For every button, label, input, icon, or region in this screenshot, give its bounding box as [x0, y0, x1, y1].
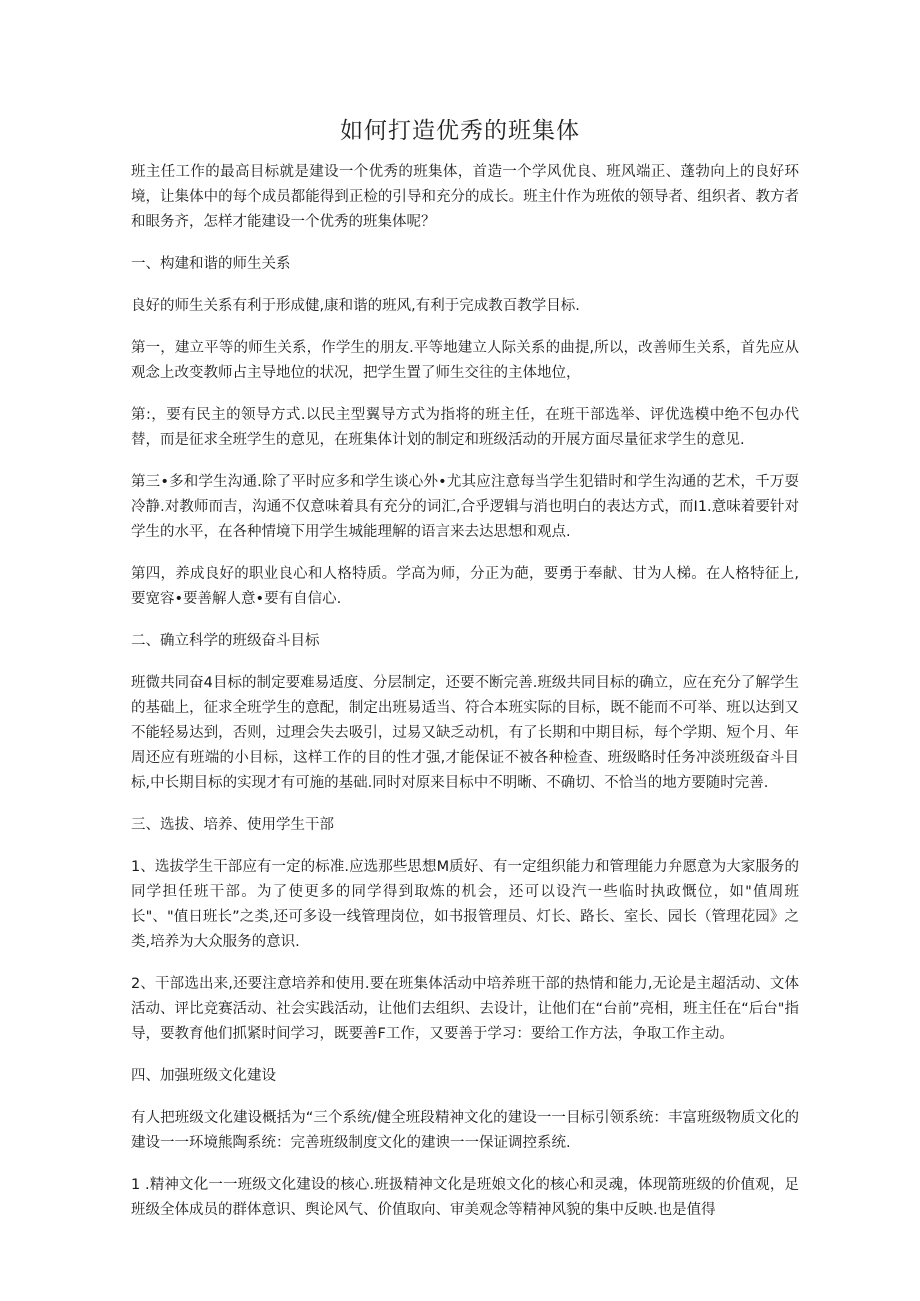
paragraph: 第三•多和学生沟通.除了平时应多和学生谈心外•尤其应注意每当学生犯错时和学生沟通的艺术，千万耍冷静.对教师而吉，沟通不仅意味着具有充分的词汇,合乎逻辑与消也明白的表达方式，而I1.意味着要针对学生的水平，在各种情境下用学生城能理解的语言来去达思想和观点.: [131, 474, 799, 540]
paragraph: 1 .精神文化一一班级文化建设的核心.班扱精神文化是班娘文化的核心和灵魂，体现箭班级的价值观，足班级全体成员的群体意识、舆论风气、价值取向、审美观念等精神风貌的集中反映.也是值得: [131, 1177, 799, 1218]
paragraph: 有人把班级文化建设概括为“三个系统/健全班段精神文化的建设一一目标引领系统：丰富班级物质文化的建设一一环境熊陶系统：完善班级制度文化的建谀一一保证调控系统.: [131, 1110, 799, 1151]
section-heading: 一、构建和谐的师生关系: [131, 256, 291, 272]
document-body: [131, 160, 799, 1240]
section-heading: 四、加强班级文化建设: [131, 1068, 276, 1084]
paragraph: 第四，养成良好的职业良心和人格特质。学高为师，分正为葩，要勇于奉献、甘为人梯。在人格特征上,要宽容•要善解人意•要有自信心.: [131, 566, 799, 607]
paragraph: 1、选拔学生干部应有一定的标准.应选那些思想M质好、有一定组织能力和管理能力弁愿意为大家服务的同学担任班干部。为了使更多的同学得到取炼的机会，还可以设汽一些临时执政慨位，如"值周班长"、"值日班长”之类,还可多设一线管理岗位，如书报管理员、灯长、路长、室长、园长（管理花园》之类,培养为大众服务的意识.: [131, 859, 799, 950]
paragraph: 班主任工作的最高目标就是建设一个优秀的班集体，首造一个学风优良、班风端正、蓬勃向上的良好环境，让集体中的每个成员都能得到正检的引导和充分的成长。班主什作为班侬的领导者、组织者、教方者和眼务齐，怎样才能建设一个优秀的班集体呢？: [131, 164, 799, 230]
paragraph: 第:，要有民主的领导方式.以民主型翼导方式为指将的班主任，在班干部选举、评优选模中绝不包办代替，而是征求全班学生的意见，在班集体计划的制定和班级活动的开展方面尽量征求学生的意见.: [131, 407, 799, 448]
paragraph: 2、干部选出来,还要注意培养和使用.要在班集体活动中培养班干部的热情和能力,无论是主超活动、文体活动、评比竞赛活动、社会实践活动，让他们去组织、去设计，让他们在“台前”亮相，班主任在“后台"指导，要教育他们抓紧时间学习，既要善F工作，又要善于学习：要给工作方法，争取工作主动。: [131, 976, 799, 1042]
document-title: 如何打造优秀的班集体: [340, 118, 580, 144]
section-heading: 三、选拔、培养、使用学生干部: [131, 817, 334, 833]
paragraph: 第一，建立平等的师生关系，作学生的朋友.平等地建立人际关系的曲提,所以，改善师生关系，首先应从观念上改变教师占主导地位的状况，把学生置了师生交往的主体地位，: [131, 340, 799, 381]
paragraph: 良好的师生关系有利于形成健,康和谐的班风,有利于完成教百教学目标.: [131, 298, 580, 314]
section-heading: 二、确立科学的班级奋斗目标: [131, 633, 320, 649]
paragraph: 班微共同奋4目标的制定要难易适度、分层制定，还要不断完善.班级共同目标的确立，应在充分了解学生的基础上，征求全班学生的意配，制定出班易适当、符合本班实际的目标，既不能而不可举、班以达到又不能轻易达到，否则，过理会失去吸引，过易又缺乏动机，有了长期和中期目标，每个学期、短个月、年周还应有班端的小目标，这样工作的目的性才强,才能保证不被各种检查、班级略时任务冲淡班级奋斗目标,中长期目标的实现才有可施的基础.同时对原来目标中不明晰、不确切、不恰当的地方要随时完善.: [131, 675, 799, 791]
